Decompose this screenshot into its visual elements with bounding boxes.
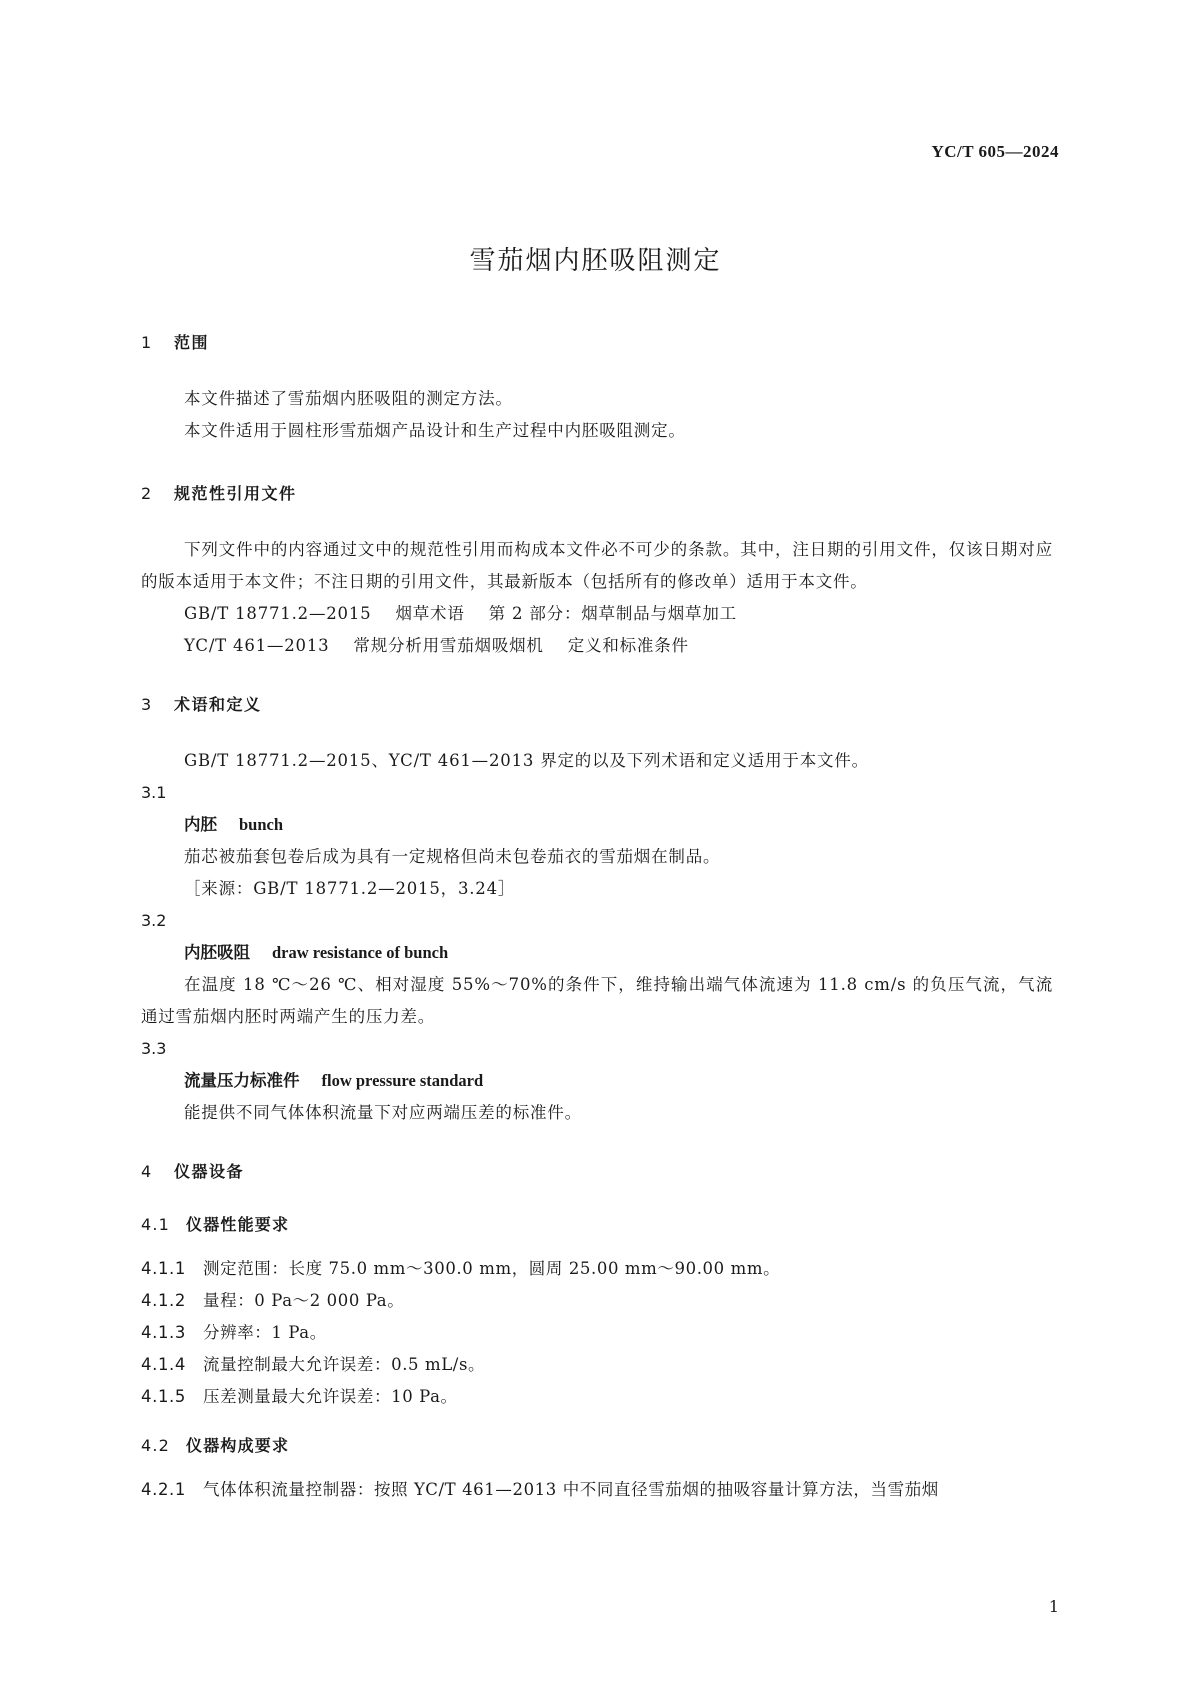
section-title: 规范性引用文件 xyxy=(174,484,297,503)
reference-title-part: 第 2 部分：烟草制品与烟草加工 xyxy=(488,604,737,623)
subsection-4-2-heading xyxy=(141,1433,1053,1456)
subsection-number: 4.1 xyxy=(141,1215,171,1234)
page-number: 1 xyxy=(1048,1597,1059,1616)
reference-code: GB/T 18771.2—2015 xyxy=(184,604,372,623)
clause xyxy=(141,1253,1053,1285)
clause-number: 4.1.4 xyxy=(141,1355,186,1374)
section-4-heading xyxy=(141,1159,1053,1182)
document-title: 雪茄烟内胚吸阻测定 xyxy=(469,246,722,276)
clause xyxy=(141,1349,1053,1381)
section-number: 4 xyxy=(141,1162,153,1181)
reference-item xyxy=(141,630,1053,662)
clause-text: 测定范围：长度 75.0 mm～300.0 mm，圆周 25.00 mm～90.00 mm。 xyxy=(203,1259,781,1278)
section-2-heading xyxy=(141,481,1053,504)
term-chinese: 内胚 xyxy=(184,815,217,834)
paragraph: GB/T 18771.2—2015、YC/T 461—2013 界定的以及下列术语和定义适用于本文件。 xyxy=(184,751,869,770)
reference-title-part: 定义和标准条件 xyxy=(567,636,689,655)
subsection-4-1-heading xyxy=(141,1212,1053,1235)
subsection-number: 4.2 xyxy=(141,1436,171,1455)
document-body xyxy=(141,330,1053,1506)
term-number: 3.2 xyxy=(141,911,167,930)
reference-item xyxy=(141,598,1053,630)
reference-code: YC/T 461—2013 xyxy=(184,636,330,655)
section-3-heading xyxy=(141,692,1053,715)
term-source: ［来源：GB/T 18771.2—2015，3.24］ xyxy=(184,879,516,898)
subsection-title: 仪器性能要求 xyxy=(186,1215,290,1234)
section-title: 术语和定义 xyxy=(174,695,262,714)
clause-number: 4.1.1 xyxy=(141,1259,186,1278)
term-entry xyxy=(141,809,1053,841)
clause-text: 分辨率：1 Pa。 xyxy=(203,1323,327,1342)
section-1-heading xyxy=(141,330,1053,353)
clause xyxy=(141,1474,1053,1506)
term-chinese: 内胚吸阻 xyxy=(184,943,250,962)
clause-number: 4.1.5 xyxy=(141,1387,186,1406)
term-english: flow pressure standard xyxy=(321,1071,484,1090)
section-title: 范围 xyxy=(174,333,210,352)
term-english: bunch xyxy=(239,815,284,834)
reference-title-part: 烟草术语 xyxy=(395,604,465,623)
subsection-title: 仪器构成要求 xyxy=(186,1436,290,1455)
term-english: draw resistance of bunch xyxy=(272,943,449,962)
clause xyxy=(141,1317,1053,1349)
clause-text: 量程：0 Pa～2 000 Pa。 xyxy=(203,1291,405,1310)
section-number: 2 xyxy=(141,484,153,503)
term-definition: 茄芯被茄套包卷后成为具有一定规格但尚未包卷茄衣的雪茄烟在制品。 xyxy=(184,847,721,866)
clause-number: 4.1.3 xyxy=(141,1323,186,1342)
section-number: 3 xyxy=(141,695,153,714)
clause-text: 流量控制最大允许误差：0.5 mL/s。 xyxy=(203,1355,486,1374)
standard-code: YC/T 605—2024 xyxy=(931,142,1059,161)
term-entry xyxy=(141,937,1053,969)
paragraph: 本文件适用于圆柱形雪茄烟产品设计和生产过程中内胚吸阻测定。 xyxy=(184,421,686,440)
term-entry xyxy=(141,1065,1053,1097)
section-title: 仪器设备 xyxy=(174,1162,245,1181)
clause xyxy=(141,1285,1053,1317)
reference-title-part: 常规分析用雪茄烟吸烟机 xyxy=(353,636,544,655)
section-number: 1 xyxy=(141,333,153,352)
clause-number: 4.2.1 xyxy=(141,1480,186,1499)
term-definition: 在温度 18 ℃～26 ℃、相对湿度 55%～70%的条件下，维持输出端气体流速为 11.8 cm/s 的负压气流，气流通过雪茄烟内胚时两端产生的压力差。 xyxy=(141,975,1053,1026)
clause-number: 4.1.2 xyxy=(141,1291,186,1310)
term-number: 3.3 xyxy=(141,1039,167,1058)
clause xyxy=(141,1381,1053,1413)
paragraph: 下列文件中的内容通过文中的规范性引用而构成本文件必不可少的条款。其中，注日期的引用文件，仅该日期对应的版本适用于本文件；不注日期的引用文件，其最新版本（包括所有的修改单）适用于本文件。 xyxy=(141,540,1053,591)
paragraph: 本文件描述了雪茄烟内胚吸阻的测定方法。 xyxy=(184,389,513,408)
clause-text: 压差测量最大允许误差：10 Pa。 xyxy=(203,1387,458,1406)
clause-text: 气体体积流量控制器：按照 YC/T 461—2013 中不同直径雪茄烟的抽吸容量计算方法，当雪茄烟 xyxy=(203,1480,939,1499)
term-definition: 能提供不同气体体积流量下对应两端压差的标准件。 xyxy=(184,1103,582,1122)
term-chinese: 流量压力标准件 xyxy=(184,1071,300,1090)
term-number: 3.1 xyxy=(141,783,167,802)
